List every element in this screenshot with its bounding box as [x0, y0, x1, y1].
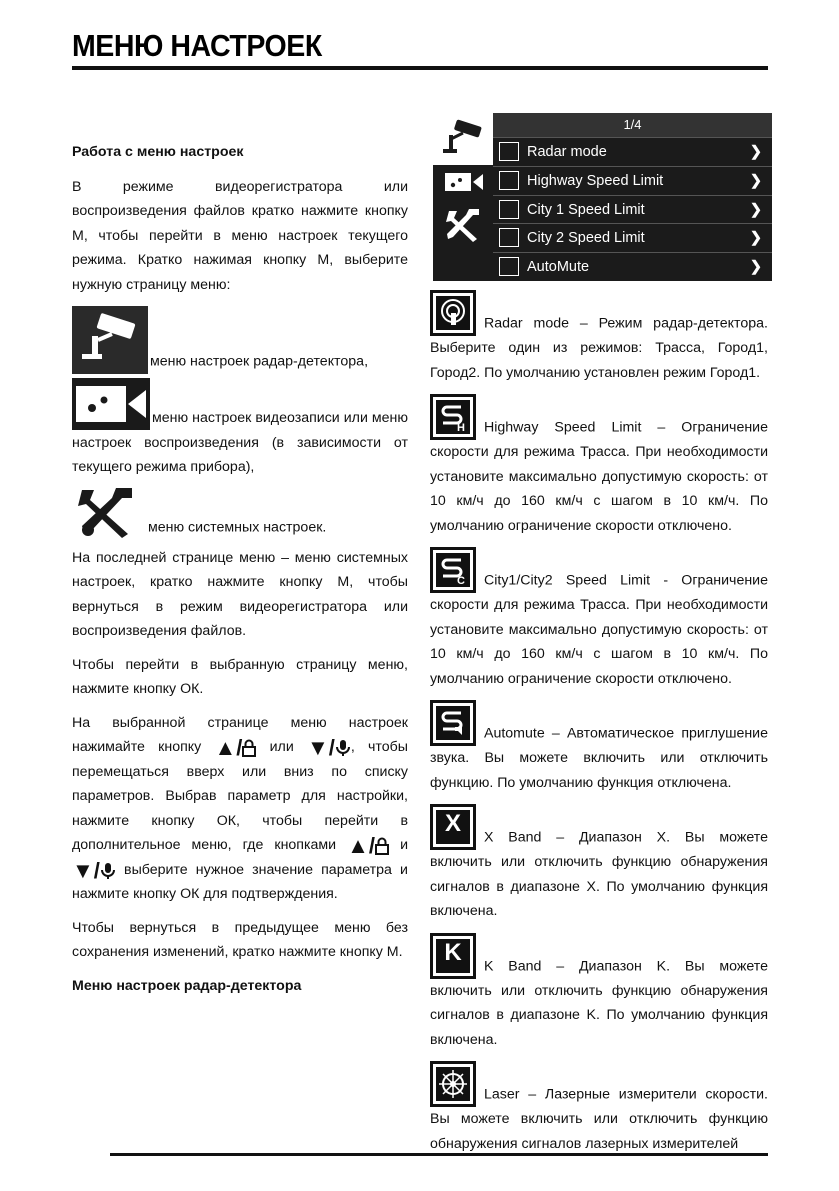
chevron-right-icon: ❯ — [749, 259, 762, 276]
x-band-icon — [430, 804, 476, 850]
lock-icon — [242, 739, 256, 757]
svg-text:C: C — [457, 575, 465, 587]
intro-paragraph: В режиме видеорегистратора или воспроизведения файлов кратко нажмите кнопку М, чтобы перейти в меню настроек текущего режима. Кратко нажимая кнопку М, выберите нужную страницу меню: — [72, 178, 408, 293]
laser-icon — [430, 1061, 476, 1107]
nav-text-b: или — [269, 739, 294, 755]
highway-speed-icon — [430, 394, 476, 440]
radar-mode-text: Radar mode – Режим радар-детектора. Выберите один из режимов: Трасса, Город1, Город2. По умолчанию установлен режим Город1. — [430, 315, 768, 381]
key-down-label-2: ▼/ — [72, 857, 100, 883]
chevron-right-icon: ❯ — [749, 230, 762, 247]
highway-speed-icon — [499, 171, 519, 190]
lock-icon — [375, 837, 389, 855]
kband-text: K Band – Диапазон K. Вы можете включить или отключить функцию обнаружения сигналов в диапазоне K. По умолчанию функция включена. — [430, 958, 768, 1048]
video-menu-line — [72, 378, 408, 480]
city-speed-icon — [499, 200, 519, 219]
automute-text: Automute – Автоматическое приглушение звука. Вы можете включить или отключить функцию. По умолчанию функция отключена. — [430, 725, 768, 791]
xband-text: X Band – Диапазон X. Вы можете включить или отключить функцию обнаружения сигналов в диапазоне X. По умолчанию функция включена. — [430, 829, 768, 919]
menu-item-radar-mode[interactable] — [493, 137, 772, 166]
radar-mode-description — [430, 290, 768, 385]
ok-paragraph: Чтобы перейти в выбранную страницу меню, нажмите кнопку ОК. — [72, 656, 408, 697]
page-title: МЕНЮ НАСТРОЕК — [72, 28, 322, 63]
settings-menu-screenshot — [433, 113, 772, 281]
mic-icon — [100, 862, 116, 880]
highway-description — [430, 394, 768, 538]
menu-page-indicator: 1/4 — [493, 113, 772, 137]
tools-icon — [72, 484, 142, 540]
xband-description — [430, 804, 768, 924]
section-heading-settings-menu: Работа с меню настроек — [72, 144, 244, 160]
radar-tab-icon — [433, 113, 493, 165]
chevron-right-icon: ❯ — [749, 144, 762, 160]
menu-item-city2-speed-limit[interactable] — [493, 223, 772, 252]
k-band-icon — [430, 933, 476, 979]
key-up-label: ▲/ — [214, 735, 243, 760]
automute-description — [430, 700, 768, 795]
city-speed-icon — [430, 547, 476, 593]
section-heading-radar-menu: Меню настроек радар-детектора — [72, 977, 302, 994]
k-band-letter: K — [436, 939, 470, 973]
nav-text-e: выберите нужное значение параметра и нажмите кнопку ОК для подтверждения. — [72, 861, 408, 902]
video-camera-icon — [72, 378, 150, 430]
laser-description — [430, 1061, 768, 1156]
back-paragraph: Чтобы вернуться в предыдущее меню без сохранения изменений, кратко нажмите кнопку М. — [72, 919, 408, 960]
radar-mode-icon — [430, 290, 476, 336]
x-band-letter: X — [436, 810, 470, 844]
system-menu-line — [72, 484, 408, 540]
menu-item-label: Radar mode — [527, 144, 607, 160]
down-mic-key-icon-2 — [72, 857, 116, 883]
chevron-right-icon: ❯ — [749, 172, 762, 189]
chevron-right-icon: ❯ — [749, 201, 762, 218]
menu-item-label: Highway Speed Limit — [527, 172, 664, 189]
radar-menu-text: меню настроек радар-детектора, — [150, 353, 369, 370]
city-speed-icon — [499, 228, 519, 247]
menu-item-label: AutoMute — [527, 259, 590, 276]
radar-mode-icon — [499, 142, 519, 161]
footer-divider — [110, 1153, 768, 1156]
up-lock-key-icon — [214, 737, 256, 759]
nav-text-a: На выбранной странице меню настроек нажимайте кнопку — [72, 714, 408, 755]
down-mic-key-icon — [307, 737, 351, 759]
kband-description — [430, 933, 768, 1053]
left-column — [72, 140, 408, 1008]
menu-item-automute[interactable] — [493, 252, 772, 281]
title-divider — [72, 66, 768, 70]
nav-text-c: , чтобы перемещаться вверх или вниз по списку параметров. Выбрав параметр для настройки, нажмите кнопку ОК, чтобы перейти в дополнительное меню, где кнопками — [72, 739, 408, 853]
radar-camera-icon — [72, 306, 148, 374]
nav-text-d: и — [400, 837, 409, 853]
video-tab-icon — [433, 165, 493, 199]
last-page-paragraph: На последней странице меню – меню системных настроек, кратко нажмите кнопку М, чтобы вернуться в режим видеорегистратора или воспроизведения файлов. — [72, 549, 408, 639]
system-tab-icon — [433, 199, 493, 249]
city-text: City1/City2 Speed Limit - Ограничение скорости для режима Трасса. При необходимости установите максимально допустимую скорость: от 10 км/ч до 160 км/ч с шагом в 10 км/ч. По умолчанию ограничение скорости отключено. — [430, 572, 768, 687]
menu-list — [493, 113, 772, 281]
city-description — [430, 547, 768, 691]
system-menu-text: меню системных настроек. — [148, 519, 327, 535]
key-down-label: ▼/ — [306, 735, 335, 760]
laser-text: Laser – Лазерные измерители скорости. Вы можете включить или отключить функцию обнаружения сигналов лазерных измерителей — [430, 1086, 768, 1152]
right-column — [430, 290, 768, 1165]
up-lock-key-icon-2 — [347, 835, 389, 857]
video-tab[interactable] — [433, 165, 493, 199]
automute-icon — [430, 700, 476, 746]
automute-icon — [499, 257, 519, 276]
menu-item-city1-speed-limit[interactable] — [493, 195, 772, 224]
navigation-paragraph — [72, 711, 408, 907]
radar-menu-line — [72, 306, 408, 374]
menu-item-highway-speed-limit[interactable] — [493, 166, 772, 195]
menu-tab-strip — [433, 113, 493, 281]
system-tab[interactable] — [433, 199, 493, 249]
svg-text:H: H — [457, 422, 465, 434]
mic-icon — [335, 739, 351, 757]
video-menu-text: меню настроек видеозаписи или меню настроек воспроизведения (в зависимости от текущего режима прибора), — [72, 410, 408, 475]
highway-text: Highway Speed Limit – Ограничение скорости для режима Трасса. При необходимости установите максимально допустимую скорость: от 10 км/ч до 160 км/ч с шагом в 10 км/ч. По умолчанию ограничение скорости отключено. — [430, 419, 768, 534]
menu-item-label: City 1 Speed Limit — [527, 201, 645, 218]
radar-tab[interactable] — [433, 113, 493, 165]
menu-item-label: City 2 Speed Limit — [527, 230, 645, 247]
key-up-label-2: ▲/ — [347, 833, 376, 858]
